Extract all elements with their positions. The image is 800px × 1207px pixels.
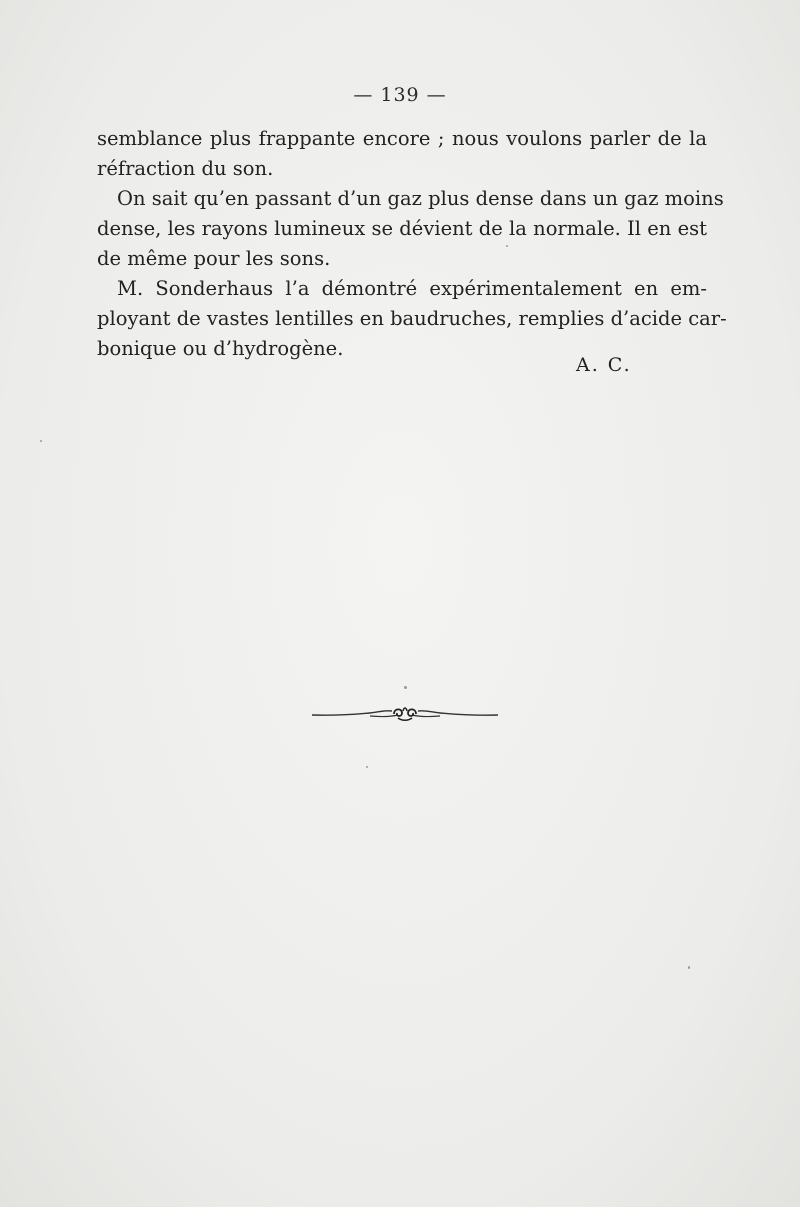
signature-initials: A. C. bbox=[576, 354, 632, 376]
paper-speck bbox=[40, 440, 42, 442]
body-text bbox=[97, 124, 727, 364]
text-line: bonique ou d’hydrogène. bbox=[97, 337, 344, 360]
scroll-ornament-icon bbox=[310, 702, 500, 726]
paper-speck bbox=[506, 245, 508, 247]
text-line: dense, les rayons lumineux se dévient de la normale. Il en est bbox=[97, 217, 707, 240]
text-line: réfraction du son. bbox=[97, 157, 274, 180]
text-line: de même pour les sons. bbox=[97, 247, 331, 270]
paper-speck bbox=[366, 766, 368, 768]
text-line: ployant de vastes lentilles en baudruches, remplies d’acide car- bbox=[97, 307, 727, 330]
text-line: On sait qu’en passant d’un gaz plus dense dans un gaz moins bbox=[117, 187, 724, 210]
paper-speck bbox=[688, 966, 690, 969]
text-line: semblance plus frappante encore ; nous voulons parler de la bbox=[97, 127, 707, 150]
text-line: M. Sonderhaus l’a démontré expérimentalement en em- bbox=[117, 277, 707, 300]
page-number: — 139 — bbox=[353, 84, 447, 106]
paper-speck bbox=[404, 686, 407, 689]
